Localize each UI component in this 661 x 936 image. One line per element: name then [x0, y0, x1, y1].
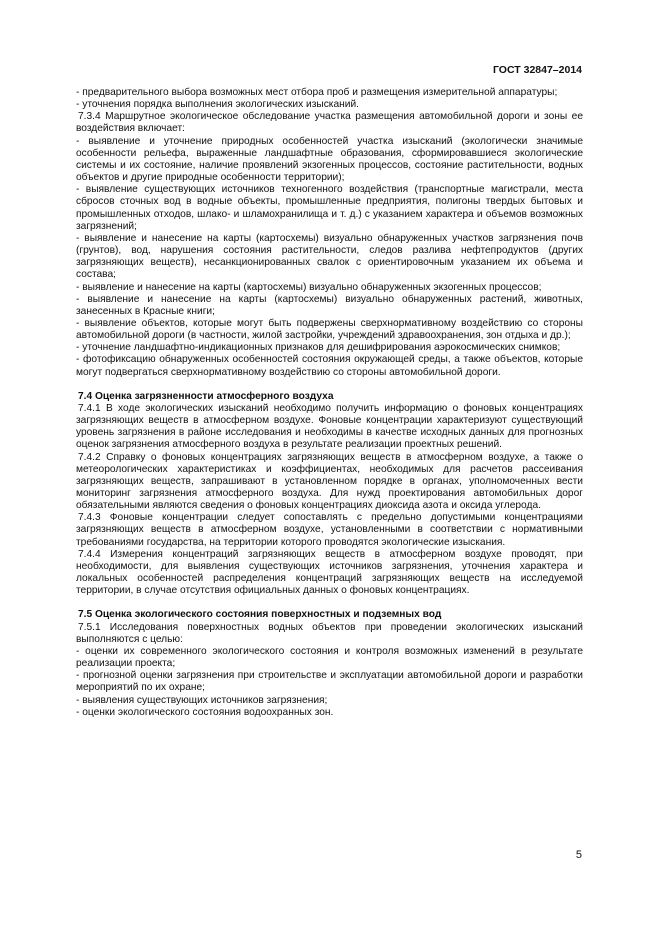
section-heading-7-4: 7.4 Оценка загрязненности атмосферного воздуха [78, 390, 334, 402]
bullet-item: - выявление и уточнение природных особенностей участка изысканий (экологически значимые особенности рельефа, выраженные ландшафтные образования, сформировавшиеся экологические системы и их состояние, наличие проявлений экзогенных процессов, состояние растительности, водных объектов и другие природные особенности территории); [76, 135, 583, 184]
paragraph-7-5-1: 7.5.1 Исследования поверхностных водных объектов при проведении экологических изысканий выполняются с целью: [76, 621, 583, 645]
section-heading-7-5: 7.5 Оценка экологического состояния поверхностных и подземных вод [78, 609, 442, 621]
bullet-item: - выявление и нанесение на карты (картосхемы) визуально обнаруженных участков загрязнения почв (грунтов), вод, нарушения состояния растительности, следов разлива нефтепродуктов (других загрязняющих веществ), несанкционированных свалок с ориентировочным указанием их объема и состава; [76, 232, 583, 281]
bullet-item: - уточнение ландшафтно-индикационных признаков для дешифрирования аэрокосмических снимков; [76, 342, 561, 354]
paragraph-7-4-1: 7.4.1 В ходе экологических изысканий необходимо получить информацию о фоновых концентрациях загрязняющих веществ в атмосферном воздухе. Фоновые концентрации характеризуют существующий уровень загрязнения в районе исследования и необходимы в качестве исходных данных для прогнозных оценок загрязнения атмосферного воздуха в результате реализации проектных решений. [76, 402, 583, 451]
bullet-item: - уточнения порядка выполнения экологических изысканий. [76, 99, 359, 111]
bullet-item: - прогнозной оценки загрязнения при строительстве и эксплуатации автомобильной дороги и разработки мероприятий по их охране; [76, 670, 583, 694]
bullet-item: - предварительного выбора возможных мест отбора проб и размещения измерительной аппаратуры; [76, 87, 558, 98]
bullet-item: - выявления существующих источников загрязнения; [76, 694, 328, 706]
bullet-item: - фотофиксацию обнаруженных особенностей состояния окружающей среды, а также объектов, которые могут подвергаться сверхнормативному воздействию со стороны автомобильной дороги. [76, 354, 583, 378]
bullet-item: - выявление объектов, которые могут быть подвержены сверхнормативному воздействию со стороны автомобильной дороги (в частности, жилой застройки, учреждений здравоохранения, зон отдыха и др.); [76, 317, 583, 342]
bullet-item: - оценки экологического состояния водоохранных зон. [76, 706, 334, 718]
bullet-item: - выявление существующих источников техногенного воздействия (транспортные магистрали, места сбросов сточных вод в водные объекты, промышленные предприятия, полигоны твердых бытовых и промышленных отходов, шлако- и шламохранилища и т. д.) с указанием характера и объемов возможных загрязнений; [76, 184, 583, 232]
paragraph-7-4-2: 7.4.2 Справку о фоновых концентрациях загрязняющих веществ в атмосферном воздухе, а также о метеорологических характеристиках и коэффициентах, необходимых для расчетов рассеивания загрязняющих веществ, запрашивают в установленном порядке в органах, уполномоченных вести мониторинг загрязнения атмосферного воздуха. Для нужд проектирования автомобильных дорог обязательными являются сведения о фоновых концентрациях диоксида азота и оксида углерода. [76, 451, 583, 512]
bullet-item: - оценки их современного экологического состояния и контроля возможных изменений в результате реализации проекта; [76, 645, 583, 670]
page-content [76, 87, 583, 719]
paragraph-7-3-4: 7.3.4 Маршрутное экологическое обследование участка размещения автомобильной дороги и зоны ее воздействия включает: [76, 111, 583, 135]
page-number: 5 [575, 849, 582, 861]
paragraph-7-4-3: 7.4.3 Фоновые концентрации следует сопоставлять с предельно допустимыми концентрациями загрязняющих веществ в атмосферном воздухе, установленными в соответствии с нормативными требованиями государства, на территории которого проводятся экологические изыскания. [76, 512, 583, 548]
standard-code: ГОСТ 32847–2014 [492, 64, 582, 76]
bullet-item: - выявление и нанесение на карты (картосхемы) визуально обнаруженных растений, животных, занесенных в Красные книги; [76, 293, 583, 317]
paragraph-7-4-4: 7.4.4 Измерения концентраций загрязняющих веществ в атмосферном воздухе проводят, при необходимости, для выявления существующих источников загрязнения, уточнения характера и локальных особенностей распределения концентраций загрязняющих веществ на исследуемой территории, в случае отсутствия официальных данных о фоновых концентрациях. [76, 548, 583, 597]
bullet-item: - выявление и нанесение на карты (картосхемы) визуально обнаруженных экзогенных процессов; [76, 281, 542, 293]
